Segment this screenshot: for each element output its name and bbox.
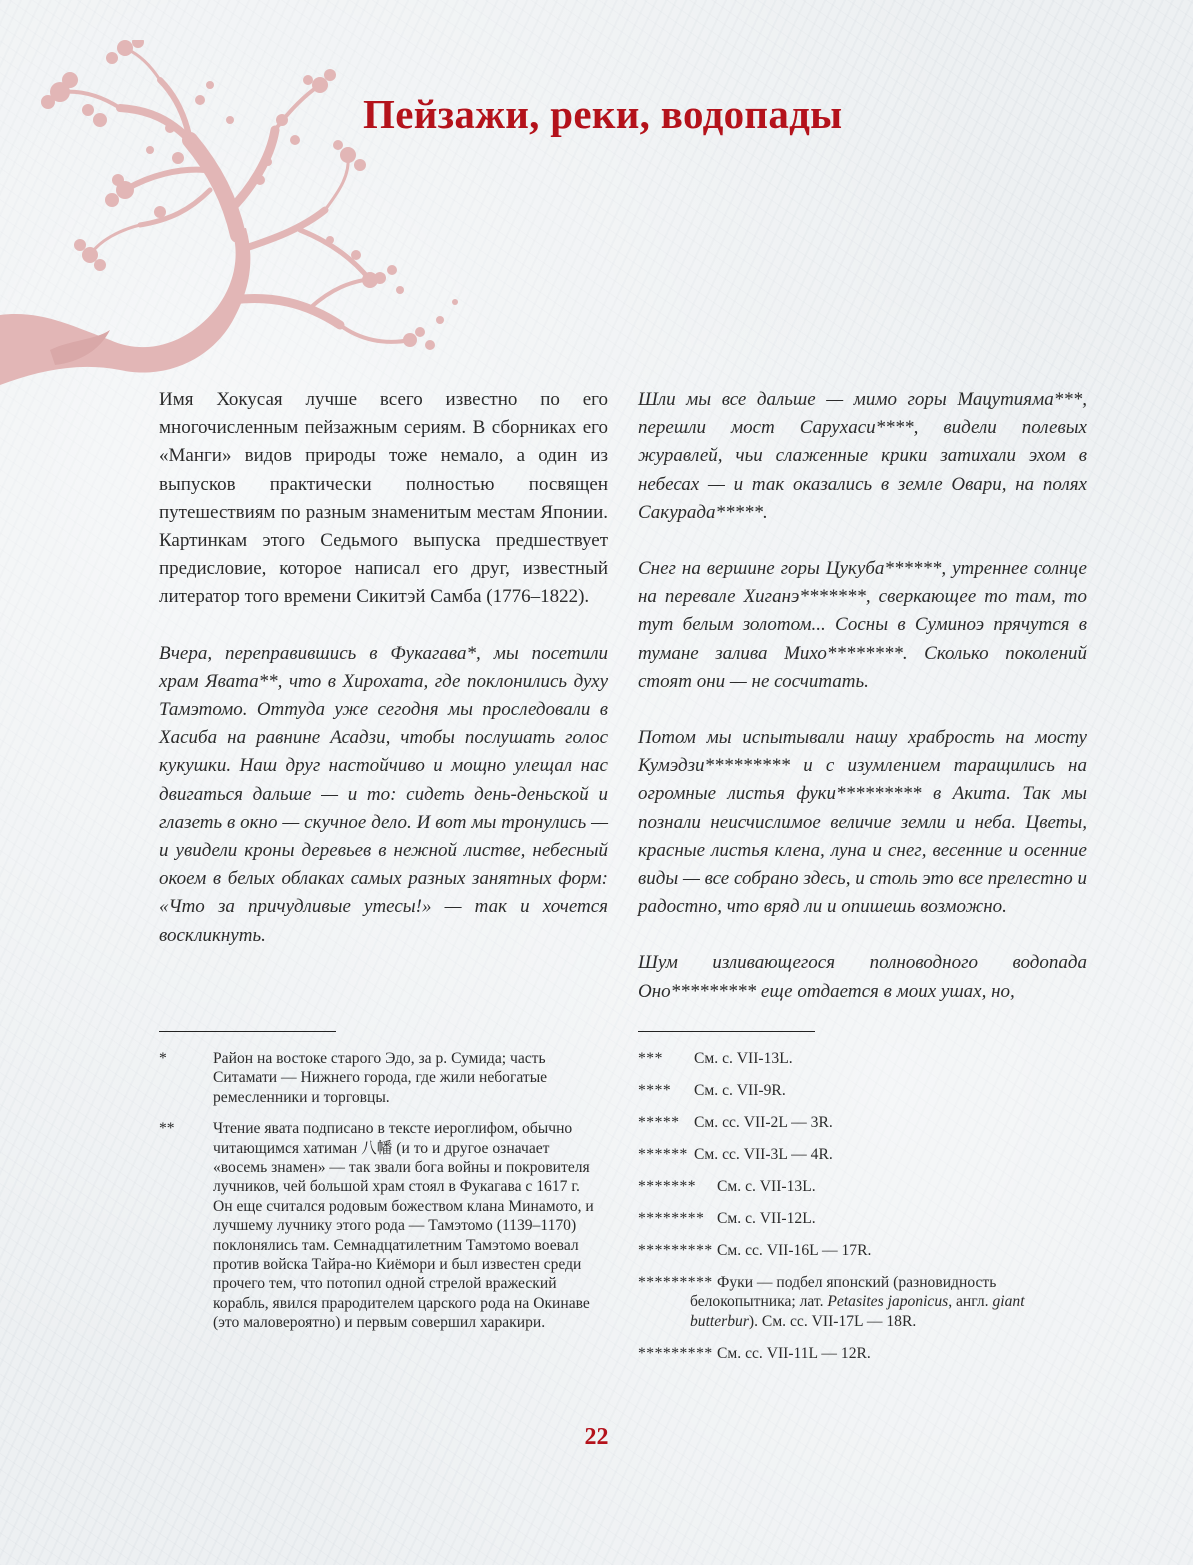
footnotes-left (159, 1049, 599, 1345)
footnote (159, 1049, 599, 1107)
footnote-text: См. с. VII-9R. (694, 1082, 786, 1099)
footnote-marker: ***** (638, 1114, 680, 1131)
preface-quote-paragraph: Вчера, переправившись в Фукагава*, мы посетили храм Явата**, что в Хирохата, где поклонились духу Тамэтомо. Оттуда уже сегодня мы проследовали в Хасиба на равнине Асадзи, чтобы послушать голос кукушки. Наш друг настойчиво и мощно улещал нас двигаться дальше — и то: сидеть день-деньской и глазеть в окно — скучное дело. И вот мы тронулись — и увидели кроны деревьев в нежной листве, небесный окоем в белых облаках самых разных занятных форм: «Что за причудливые утесы!» — так и хочется воскликнуть. (159, 642, 608, 946)
footnote-text: Фуки — подбел японский (разновидность (717, 1274, 997, 1291)
footnote-marker: ******** (638, 1210, 705, 1227)
english-name: giant butterbur (690, 1293, 1025, 1330)
footnotes-right (638, 1049, 1078, 1376)
footnote-text: См. с. VII-13L. (694, 1050, 793, 1067)
footnote-marker: * (159, 1050, 167, 1067)
footnote (638, 1145, 1078, 1164)
footnote-continuation: белокопытника; лат. Petasites japonicus, англ. giant butterbur). См. сс. VII-17L — 18R. (690, 1293, 1025, 1330)
left-column (159, 386, 608, 950)
footnote-rule-left (159, 1031, 336, 1032)
footnote-text: См. сс. VII-11L — 12R. (717, 1344, 871, 1362)
preface-quote-paragraph-2: Шли мы все дальше — мимо горы Мацутияма***, перешли мост Саруxаси****, видели полевых журавлей, чьи слаженные крики затихали эхом в небесах — и так оказались в земле Овари, на полях Сакурада*****. (638, 389, 1087, 523)
footnote (638, 1273, 1078, 1331)
footnote-rule-right (638, 1031, 815, 1032)
footnote (638, 1177, 1078, 1196)
footnote-text: См. сс. VII-2L — 3R. (694, 1114, 833, 1131)
footnote-text: См. с. VII-13L. (717, 1178, 816, 1195)
footnote-text: См. сс. VII-16L — 17R. (717, 1242, 872, 1259)
footnote-marker: ********* (638, 1242, 713, 1259)
footnote-marker: ****** (638, 1146, 688, 1163)
footnote (638, 1113, 1078, 1132)
footnote-marker: **** (638, 1082, 672, 1099)
footnote-marker: ********* (638, 1344, 713, 1362)
latin-name: Petasites japonicus (827, 1293, 949, 1311)
footnote-text: Чтение явата подписано в тексте иероглифом, обычно читающимся хатиман 八幡 (и то и другое означает «восемь знамен» — так звали бога войны и покровителя лучников, чей большой храм стоял в Фукагава с 1617 г. Он еще считался родовым божеством клана Минамото, и лучшему лучнику этого рода — Тамэтомо (1139–1170) поклонялись там. Семнадцатилетним Тамэтомо воевал против войска Тайра-но Киёмори и был известен среди прочего тем, что потопил одной стрелой вражеский корабль, явился прародителем царского рода на Окинаве (это маловероятно) и первым совершил харакири. (213, 1120, 594, 1332)
footnote (638, 1241, 1078, 1260)
footnote-text: См. сс. VII-3L — 4R. (694, 1146, 833, 1163)
footnote-text: См. с. VII-12L. (717, 1210, 816, 1227)
intro-paragraph: Имя Хокусая лучше всего известно по его многочисленным пейзажным сериям. В сборниках его «Манги» видов природы тоже немало, а один из выпусков практически полностью посвящен путешествиям по разным знаменитым местам Японии. Картинкам этого Седьмого выпуска предшествует предисловие, которое написал его друг, известный литератор того времени Сикитэй Самба (1776–1822). (159, 389, 608, 608)
footnote (638, 1209, 1078, 1228)
footnote-text: Район на востоке старого Эдо, за р. Сумида; часть Ситамати — Нижнего города, где жили небогатые ремесленники и торговцы. (213, 1050, 548, 1106)
footnote-marker: ******* (638, 1178, 697, 1195)
footnote (638, 1081, 1078, 1100)
right-column (638, 386, 1087, 1006)
footnote-marker: ********* (638, 1274, 713, 1291)
footnote-marker: *** (638, 1050, 663, 1067)
footnote (638, 1344, 1078, 1363)
page-number: 22 (584, 1424, 609, 1450)
page-title: Пейзажи, реки, водопады (363, 91, 843, 137)
footnote (638, 1049, 1078, 1068)
footnote (159, 1119, 599, 1332)
preface-quote-paragraph-3: Снег на вершине горы Цукуба******, утреннее солнце на перевале Хиганэ*******, сверкающее то там, то тут белым золотом... Сосны в Суминоэ прячутся в тумане залива Михо********. Сколько поколений стоят они — не сосчитать. (638, 558, 1087, 692)
preface-quote-paragraph-5: Шум изливающегося полноводного водопада Оно********* еще отдается в моих ушах, но, (638, 952, 1087, 1002)
footnote-marker: ** (159, 1120, 175, 1138)
preface-quote-paragraph-4: Потом мы испытывали нашу храбрость на мосту Кумэдзи********* и с изумлением таращились на огромные листья фуки********* в Акита. Так мы познали неисчислимое величие земли и неба. Цветы, красные листья клена, луна и снег, весенние и осенние виды — все собрано здесь, и столь это все прелестно и радостно, что вряд ли и опишешь возможно. (638, 727, 1087, 918)
